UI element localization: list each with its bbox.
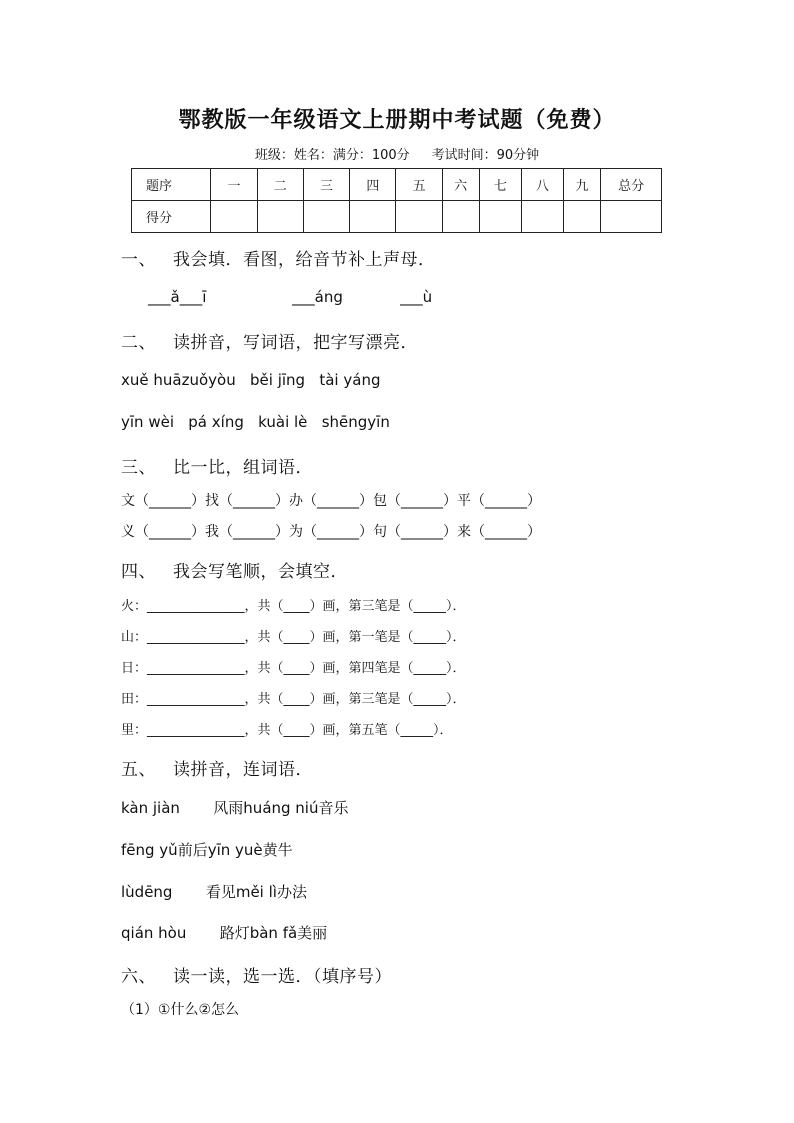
score-table-header: 五 — [396, 169, 442, 201]
q4-stroke-line: 山：_______________，共（____）画，第一笔是（_____）． — [121, 630, 466, 645]
q5-match-line: kàn jiàn 风雨huáng niú音乐 — [121, 799, 349, 817]
section-instruction: 读一读，选一选．（填序号） — [173, 967, 392, 987]
score-table-header: 四 — [350, 169, 396, 201]
q5-match-line: fēng yǔ前后yīn yuè黄牛 — [121, 841, 293, 859]
q4-stroke-line: 火：_______________，共（____）画，第三笔是（_____）． — [121, 599, 466, 614]
score-table-header-row — [132, 169, 662, 201]
q1-fill-line: ___ǎ___ī ___áng ___ù — [148, 288, 433, 306]
q4-stroke-line: 日：_______________，共（____）画，第四笔是（_____）． — [121, 661, 466, 676]
q4-stroke-line: 里：_______________，共（____）画，第五笔（_____）． — [121, 723, 453, 738]
score-row-label: 得分 — [132, 201, 211, 233]
score-table-header: 三 — [303, 169, 349, 201]
score-table-header: 总分 — [601, 169, 662, 201]
section-6-heading — [121, 962, 392, 987]
score-cell — [522, 201, 564, 233]
score-cell — [350, 201, 396, 233]
q6-option-line: （1）①什么②怎么 — [121, 1002, 240, 1018]
q3-word-line: 义（______）我（______）为（______）句（______）来（______） — [121, 524, 541, 540]
score-table-header: 六 — [442, 169, 479, 201]
score-table — [131, 168, 662, 233]
section-3-heading — [121, 453, 313, 478]
section-number: 一、 — [121, 250, 156, 270]
section-number: 四、 — [121, 562, 156, 582]
section-4-heading — [121, 557, 348, 582]
score-table-header: 九 — [563, 169, 601, 201]
section-instruction: 比一比，组词语． — [173, 458, 313, 478]
q5-match-line: qián hòu 路灯bàn fǎ美丽 — [121, 924, 328, 942]
section-number: 六、 — [121, 967, 156, 987]
section-number: 二、 — [121, 333, 156, 353]
score-cell — [601, 201, 662, 233]
section-2-heading — [121, 328, 418, 353]
q5-match-line: lùdēng 看见měi lì办法 — [121, 883, 307, 901]
exam-info — [0, 144, 794, 163]
score-table-header: 一 — [211, 169, 257, 201]
class-name-score-label: 班级：姓名：满分：100分 — [254, 148, 410, 163]
section-instruction: 读拼音，写词语，把字写漂亮． — [173, 333, 418, 353]
score-cell — [479, 201, 522, 233]
section-1-heading — [121, 245, 436, 270]
section-number: 三、 — [121, 458, 156, 478]
q2-pinyin-line: xuě huāzuǒyòu běi jīng tài yáng — [121, 371, 381, 389]
score-table-header: 八 — [522, 169, 564, 201]
score-table-header: 七 — [479, 169, 522, 201]
score-table-score-row — [132, 201, 662, 233]
score-cell — [396, 201, 442, 233]
q3-word-line: 文（______）找（______）办（______）包（______）平（______） — [121, 493, 541, 509]
q2-pinyin-line: yīn wèi pá xíng kuài lè shēngyīn — [121, 413, 390, 431]
section-instruction: 我会写笔顺，会填空． — [173, 562, 348, 582]
q4-stroke-line: 田：_______________，共（____）画，第三笔是（_____）． — [121, 692, 466, 707]
section-number: 五、 — [121, 760, 156, 780]
score-cell — [563, 201, 601, 233]
score-cell — [257, 201, 303, 233]
score-cell — [211, 201, 257, 233]
section-instruction: 读拼音，连词语． — [173, 760, 313, 780]
section-instruction: 我会填．看图，给音节补上声母． — [173, 250, 436, 270]
section-5-heading — [121, 755, 313, 780]
exam-time-label: 考试时间：90分钟 — [431, 148, 540, 163]
score-table-header: 二 — [257, 169, 303, 201]
score-cell — [303, 201, 349, 233]
page-title: 鄂教版一年级语文上册期中考试题（免费） — [178, 107, 616, 133]
score-cell — [442, 201, 479, 233]
score-table-header: 题序 — [132, 169, 211, 201]
